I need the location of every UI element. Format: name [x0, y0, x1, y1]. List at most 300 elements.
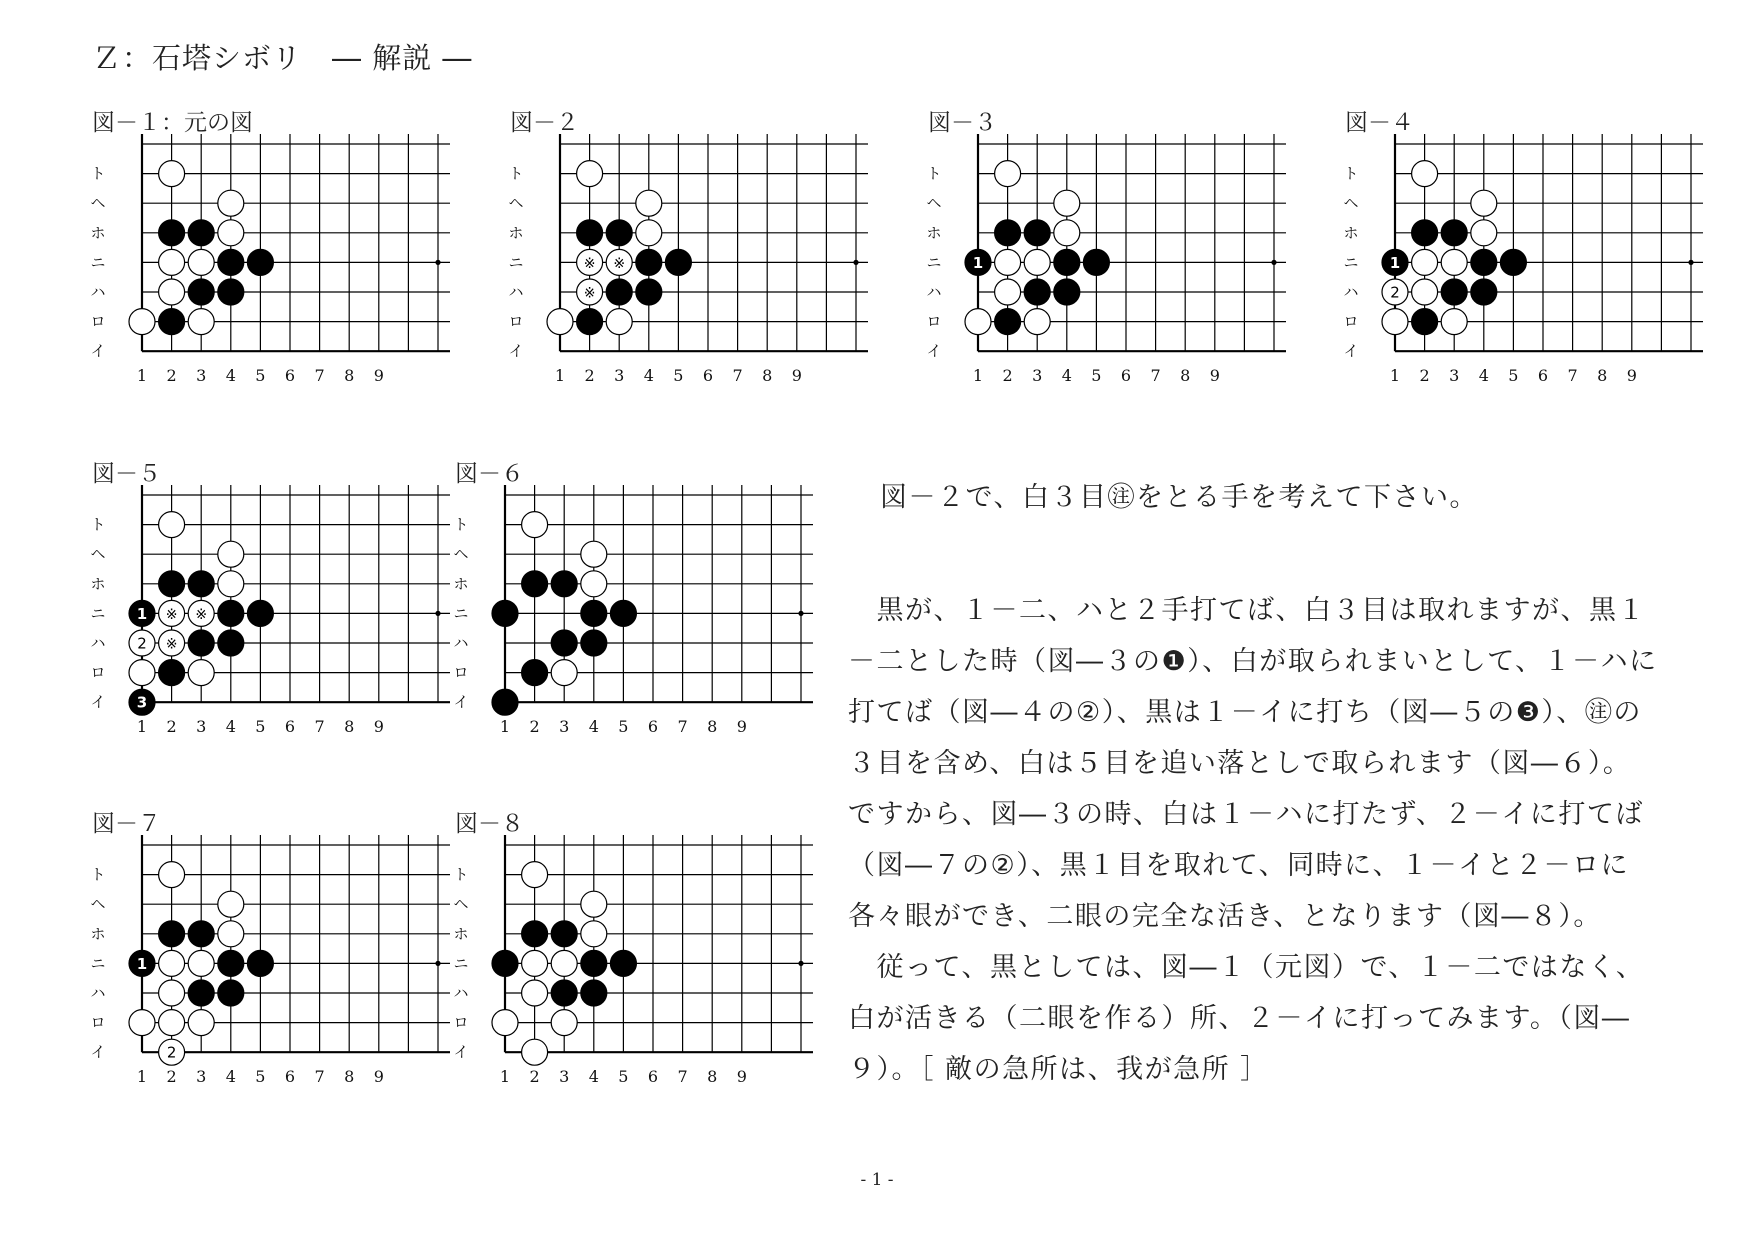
black-stone [581, 600, 607, 626]
row-label: イ [926, 342, 942, 361]
star-point [1271, 260, 1276, 265]
diagram-label: 図－１：元の図 [92, 110, 253, 136]
white-stone [1382, 309, 1408, 335]
row-label: ニ [90, 954, 106, 973]
white-stone [1471, 220, 1497, 246]
diagram-2 [510, 104, 850, 414]
black-stone [247, 950, 273, 976]
col-label: 9 [373, 717, 384, 737]
star-point [853, 260, 858, 265]
white-stone [581, 921, 607, 947]
row-label: ロ [90, 1013, 106, 1032]
col-label: 6 [284, 366, 296, 386]
row-label: ヘ [90, 895, 106, 914]
move-number: 1 [136, 604, 148, 623]
row-label: ニ [508, 253, 524, 272]
black-stone [1500, 249, 1526, 275]
col-label: 4 [225, 366, 236, 386]
row-label: ロ [453, 1013, 469, 1032]
col-label: 8 [344, 1067, 355, 1087]
diagram-7 [92, 805, 432, 1115]
col-label: 9 [373, 1067, 384, 1087]
col-label: 9 [373, 366, 384, 386]
white-stone [965, 309, 991, 335]
black-stone [492, 600, 518, 626]
move-number: 2 [166, 1043, 177, 1062]
white-stone [129, 309, 155, 335]
col-label: 9 [736, 717, 747, 737]
black-stone [606, 279, 632, 305]
white-stone [1412, 249, 1438, 275]
black-stone [188, 220, 214, 246]
commentary-line: －二とした時（図―３の❶）、白が取られまいとして、１－ハに [848, 646, 1658, 677]
black-stone [522, 921, 548, 947]
black-stone [522, 660, 548, 686]
col-label: 8 [1597, 366, 1608, 386]
move-number: 1 [972, 253, 984, 272]
row-label: ハ [90, 283, 106, 301]
col-label: 2 [529, 717, 540, 737]
col-label: 7 [677, 1067, 688, 1087]
black-stone [218, 980, 244, 1006]
row-label: イ [508, 342, 524, 361]
row-label: ト [926, 164, 942, 183]
white-stone [188, 249, 214, 275]
white-stone [581, 891, 607, 917]
black-stone [218, 249, 244, 275]
white-stone [188, 1010, 214, 1036]
black-stone [1412, 220, 1438, 246]
commentary-line: 従って、黒としては、図―１（元図）で、１－二ではなく、 [848, 952, 1645, 983]
white-stone [551, 660, 577, 686]
go-board [1345, 104, 1685, 414]
go-board [928, 104, 1268, 414]
col-label: 7 [314, 1067, 325, 1087]
move-number: 2 [137, 634, 147, 653]
col-label: 1 [499, 1067, 511, 1087]
black-stone [188, 571, 214, 597]
col-label: 8 [1180, 366, 1191, 386]
black-stone [581, 980, 607, 1006]
white-stone [159, 249, 185, 275]
white-stone [159, 279, 185, 305]
col-label: 4 [225, 1067, 236, 1087]
black-stone [218, 279, 244, 305]
row-label: ト [1343, 164, 1359, 183]
col-label: 8 [344, 366, 355, 386]
commentary-line: ですから、図―３の時、白は１－ハに打たず、２－イに打てば [848, 799, 1644, 830]
white-stone [218, 921, 244, 947]
white-stone [218, 541, 244, 567]
diagram-label: 図－４ [1345, 110, 1414, 136]
black-stone [1083, 249, 1109, 275]
row-label: ロ [1343, 312, 1359, 331]
page-number: - 1 - [860, 1170, 894, 1190]
col-label: 5 [255, 717, 266, 737]
row-label: ホ [453, 574, 469, 593]
col-label: 3 [1449, 366, 1460, 386]
col-label: 6 [1537, 366, 1549, 386]
commentary [848, 472, 1668, 1095]
row-label: イ [90, 693, 106, 712]
col-label: 1 [972, 366, 984, 386]
black-stone [1054, 249, 1080, 275]
black-stone [995, 309, 1021, 335]
white-stone [218, 220, 244, 246]
black-stone [188, 921, 214, 947]
white-stone [581, 571, 607, 597]
black-stone [606, 220, 632, 246]
capture-mark: ※ [195, 606, 208, 623]
white-stone [1054, 190, 1080, 216]
commentary-line: 打てば（図―４の②）、黒は１－イに打ち（図―５の❸）、㊟の [848, 697, 1642, 728]
commentary-line: （図―７の②）、黒１目を取れて、同時に、１－イと２－ロに [848, 850, 1630, 881]
col-label: 4 [225, 717, 236, 737]
star-point [798, 961, 803, 966]
black-stone [492, 689, 518, 715]
row-label: ト [453, 865, 469, 884]
col-label: 4 [588, 1067, 599, 1087]
row-label: ヘ [90, 545, 106, 564]
diagram-3 [928, 104, 1268, 414]
col-label: 8 [707, 1067, 718, 1087]
white-stone [1412, 279, 1438, 305]
row-label: ホ [453, 924, 469, 943]
col-label: 4 [1478, 366, 1489, 386]
row-label: ハ [90, 634, 106, 652]
white-stone [1054, 220, 1080, 246]
col-label: 3 [559, 717, 570, 737]
col-label: 5 [1091, 366, 1102, 386]
col-label: 1 [499, 717, 511, 737]
col-label: 2 [166, 1067, 177, 1087]
row-label: ニ [926, 253, 942, 272]
black-stone [577, 309, 603, 335]
white-stone [218, 190, 244, 216]
star-point [435, 260, 440, 265]
white-stone [159, 980, 185, 1006]
col-label: 2 [1419, 366, 1430, 386]
black-stone [247, 249, 273, 275]
row-label: ロ [926, 312, 942, 331]
white-stone [636, 190, 662, 216]
go-board [455, 455, 795, 765]
star-point [435, 611, 440, 616]
diagram-label: 図－８ [455, 811, 524, 837]
col-label: 6 [647, 717, 659, 737]
col-label: 6 [702, 366, 714, 386]
move-number: 1 [1389, 253, 1401, 272]
white-stone [522, 1039, 548, 1065]
white-stone [188, 309, 214, 335]
row-label: ニ [453, 604, 469, 623]
page-title: Ｚ：石塔シボリ ― 解説 ― [92, 41, 473, 75]
row-label: ヘ [1343, 194, 1359, 213]
move-number: 1 [136, 954, 148, 973]
white-stone [129, 1010, 155, 1036]
black-stone [995, 220, 1021, 246]
col-label: 4 [1061, 366, 1072, 386]
black-stone [581, 950, 607, 976]
white-stone [551, 1010, 577, 1036]
white-stone [551, 950, 577, 976]
black-stone [218, 600, 244, 626]
col-label: 2 [1002, 366, 1013, 386]
white-stone [606, 309, 632, 335]
col-label: 3 [196, 1067, 207, 1087]
col-label: 9 [736, 1067, 747, 1087]
white-stone [995, 161, 1021, 187]
row-label: ホ [1343, 223, 1359, 242]
col-label: 6 [647, 1067, 659, 1087]
row-label: ホ [926, 223, 942, 242]
diagram-1 [92, 104, 432, 414]
black-stone [610, 950, 636, 976]
row-label: ニ [90, 604, 106, 623]
star-point [435, 961, 440, 966]
black-stone [551, 630, 577, 656]
white-stone [581, 541, 607, 567]
diagram-label: 図－６ [455, 461, 524, 487]
col-label: 7 [314, 717, 325, 737]
black-stone [159, 571, 185, 597]
col-label: 6 [284, 1067, 296, 1087]
col-label: 8 [762, 366, 773, 386]
row-label: ト [453, 515, 469, 534]
black-stone [1471, 249, 1497, 275]
white-stone [1024, 309, 1050, 335]
col-label: 3 [196, 366, 207, 386]
diagram-5 [92, 455, 432, 765]
row-label: ヘ [90, 194, 106, 213]
row-label: ニ [90, 253, 106, 272]
commentary-line: ９）。［ 敵の急所は、我が急所 ］ [848, 1054, 1269, 1085]
col-label: 2 [166, 366, 177, 386]
black-stone [1024, 220, 1050, 246]
white-stone [522, 980, 548, 1006]
col-label: 5 [255, 366, 266, 386]
black-stone [665, 249, 691, 275]
col-label: 7 [677, 717, 688, 737]
black-stone [1024, 279, 1050, 305]
row-label: イ [90, 342, 106, 361]
row-label: ロ [90, 663, 106, 682]
row-label: ホ [90, 223, 106, 242]
commentary-line: 黒が、１－二、ハと２手打てば、白３目は取れますが、黒１ [848, 595, 1646, 626]
col-label: 4 [588, 717, 599, 737]
go-board [92, 805, 432, 1115]
row-label: イ [453, 1043, 469, 1062]
capture-mark: ※ [613, 255, 626, 272]
black-stone [159, 309, 185, 335]
white-stone [995, 279, 1021, 305]
go-board [455, 805, 795, 1115]
row-label: ト [90, 515, 106, 534]
row-label: ハ [453, 634, 469, 652]
col-label: 5 [1508, 366, 1519, 386]
col-label: 3 [614, 366, 625, 386]
capture-mark: ※ [165, 606, 178, 623]
diagram-label: 図－２ [510, 110, 579, 136]
black-stone [159, 921, 185, 947]
row-label: ヘ [926, 194, 942, 213]
go-board [92, 455, 432, 765]
col-label: 1 [136, 1067, 148, 1087]
row-label: ハ [453, 984, 469, 1002]
row-label: ホ [508, 223, 524, 242]
col-label: 2 [529, 1067, 540, 1087]
col-label: 7 [314, 366, 325, 386]
col-label: 2 [166, 717, 177, 737]
col-label: 3 [196, 717, 207, 737]
row-label: イ [90, 1043, 106, 1062]
commentary-line: 各々眼ができ、二眼の完全な活き、となります（図―８）。 [848, 901, 1602, 932]
black-stone [551, 921, 577, 947]
row-label: ニ [453, 954, 469, 973]
black-stone [247, 600, 273, 626]
white-stone [188, 950, 214, 976]
white-stone [577, 161, 603, 187]
white-stone [492, 1010, 518, 1036]
black-stone [159, 660, 185, 686]
col-label: 9 [791, 366, 802, 386]
black-stone [551, 571, 577, 597]
white-stone [1024, 249, 1050, 275]
row-label: ヘ [508, 194, 524, 213]
diagram-8 [455, 805, 795, 1115]
diagram-6 [455, 455, 795, 765]
white-stone [129, 660, 155, 686]
col-label: 1 [136, 366, 148, 386]
black-stone [636, 279, 662, 305]
commentary-line: 白が活きる（二眼を作る）所、２－イに打ってみます。（図― [848, 1003, 1631, 1034]
diagram-label: 図－７ [92, 811, 161, 837]
row-label: ホ [90, 924, 106, 943]
white-stone [1441, 249, 1467, 275]
row-label: ト [90, 164, 106, 183]
capture-mark: ※ [165, 636, 178, 653]
col-label: 7 [1567, 366, 1578, 386]
white-stone [547, 309, 573, 335]
capture-mark: ※ [583, 255, 596, 272]
col-label: 2 [584, 366, 595, 386]
go-board [92, 104, 432, 414]
white-stone [159, 1010, 185, 1036]
diagram-4 [1345, 104, 1685, 414]
white-stone [188, 660, 214, 686]
black-stone [577, 220, 603, 246]
diagram-label: 図－５ [92, 461, 161, 487]
white-stone [522, 512, 548, 538]
go-board [510, 104, 850, 414]
row-label: ハ [926, 283, 942, 301]
col-label: 5 [673, 366, 684, 386]
white-stone [522, 950, 548, 976]
col-label: 3 [1032, 366, 1043, 386]
black-stone [159, 220, 185, 246]
row-label: ロ [508, 312, 524, 331]
row-label: ハ [90, 984, 106, 1002]
col-label: 5 [618, 717, 629, 737]
white-stone [159, 950, 185, 976]
col-label: 7 [1150, 366, 1161, 386]
col-label: 1 [136, 717, 148, 737]
white-stone [995, 249, 1021, 275]
white-stone [636, 220, 662, 246]
white-stone [218, 571, 244, 597]
row-label: ホ [90, 574, 106, 593]
black-stone [188, 630, 214, 656]
white-stone [1441, 309, 1467, 335]
black-stone [610, 600, 636, 626]
white-stone [159, 161, 185, 187]
col-label: 7 [732, 366, 743, 386]
row-label: ハ [508, 283, 524, 301]
black-stone [1054, 279, 1080, 305]
problem-question: 図－２で、白３目㊟をとる手を考えて下さい。 [880, 482, 1478, 513]
black-stone [522, 571, 548, 597]
black-stone [1471, 279, 1497, 305]
black-stone [218, 630, 244, 656]
white-stone [218, 891, 244, 917]
row-label: ヘ [453, 545, 469, 564]
col-label: 8 [344, 717, 355, 737]
row-label: イ [453, 693, 469, 712]
row-label: ハ [1343, 283, 1359, 301]
row-label: ニ [1343, 253, 1359, 272]
capture-mark: ※ [583, 285, 596, 302]
col-label: 5 [255, 1067, 266, 1087]
black-stone [551, 980, 577, 1006]
move-number: 3 [136, 693, 148, 712]
white-stone [1471, 190, 1497, 216]
black-stone [188, 980, 214, 1006]
row-label: ト [508, 164, 524, 183]
white-stone [159, 512, 185, 538]
row-label: ロ [453, 663, 469, 682]
row-label: イ [1343, 342, 1359, 361]
white-stone [159, 862, 185, 888]
col-label: 9 [1626, 366, 1637, 386]
col-label: 6 [1120, 366, 1132, 386]
black-stone [188, 279, 214, 305]
col-label: 5 [618, 1067, 629, 1087]
black-stone [1412, 309, 1438, 335]
star-point [798, 611, 803, 616]
black-stone [1441, 279, 1467, 305]
star-point [1688, 260, 1693, 265]
col-label: 6 [284, 717, 296, 737]
row-label: ト [90, 865, 106, 884]
move-number: 2 [1390, 283, 1400, 302]
white-stone [1412, 161, 1438, 187]
col-label: 1 [554, 366, 566, 386]
black-stone [581, 630, 607, 656]
commentary-line: ３目を含め、白は５目を追い落としで取られます（図―６）。 [848, 748, 1632, 779]
white-stone [522, 862, 548, 888]
col-label: 4 [643, 366, 654, 386]
black-stone [1441, 220, 1467, 246]
black-stone [636, 249, 662, 275]
row-label: ヘ [453, 895, 469, 914]
col-label: 1 [1389, 366, 1401, 386]
black-stone [492, 950, 518, 976]
col-label: 8 [707, 717, 718, 737]
col-label: 9 [1209, 366, 1220, 386]
black-stone [218, 950, 244, 976]
row-label: ロ [90, 312, 106, 331]
col-label: 3 [559, 1067, 570, 1087]
